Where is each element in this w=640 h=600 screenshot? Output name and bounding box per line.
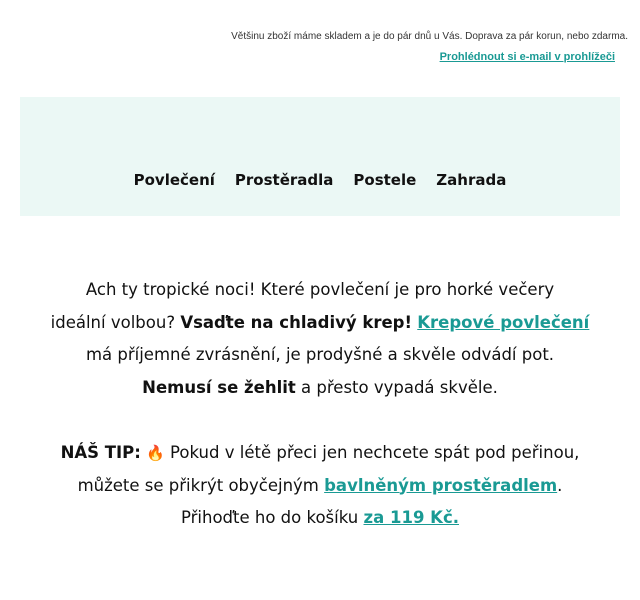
tip-label: NÁŠ TIP:: [60, 443, 141, 462]
view-in-browser-link[interactable]: Prohlédnout si e-mail v prohlížeči: [439, 51, 615, 63]
header-nav-band: [20, 97, 620, 216]
nav-item-postele[interactable]: Postele: [353, 171, 417, 189]
cotton-sheet-link[interactable]: bavlněným prostěradlem: [324, 475, 558, 495]
intro-line-4-bold: Nemusí se žehlit: [142, 377, 296, 397]
price-link[interactable]: za 119 Kč.: [363, 508, 460, 527]
crepe-bedding-link[interactable]: Krepové povlečení: [417, 312, 590, 332]
fire-icon: 🔥: [146, 444, 165, 462]
tip-line-2-text: můžete se přikrýt obyčejným: [77, 475, 325, 495]
intro-line-3: má příjemné zvrásnění, je prodyšné a skvěle odvádí pot.: [85, 345, 555, 364]
intro-line-2-text: ideální volbou?: [50, 312, 181, 332]
tip-line-1-text: Pokud v létě přeci jen nechcete spát pod peřinou,: [164, 443, 580, 462]
intro-line-1: Ach ty tropické noci! Které povlečení je pro horké večery: [85, 280, 555, 299]
main-nav: [20, 171, 620, 189]
tip-line-3-text: Přihoďte ho do košíku: [180, 508, 364, 527]
tip-line-2-end: .: [557, 475, 563, 495]
nav-item-zahrada[interactable]: Zahrada: [436, 171, 507, 189]
nav-item-povleceni[interactable]: Povlečení: [133, 171, 215, 189]
intro-paragraph: [20, 274, 620, 404]
nav-item-prosteradla[interactable]: Prostěradla: [234, 171, 334, 189]
email-body: [20, 274, 620, 535]
intro-line-2-bold: Vsaďte na chladivý krep!: [180, 312, 412, 332]
tip-paragraph: [20, 437, 620, 535]
preheader-text: Většinu zboží máme skladem a je do pár dnů u Vás. Doprava za pár korun, nebo zdarma.: [231, 31, 628, 42]
intro-line-4-text: a přesto vypadá skvěle.: [295, 377, 498, 397]
